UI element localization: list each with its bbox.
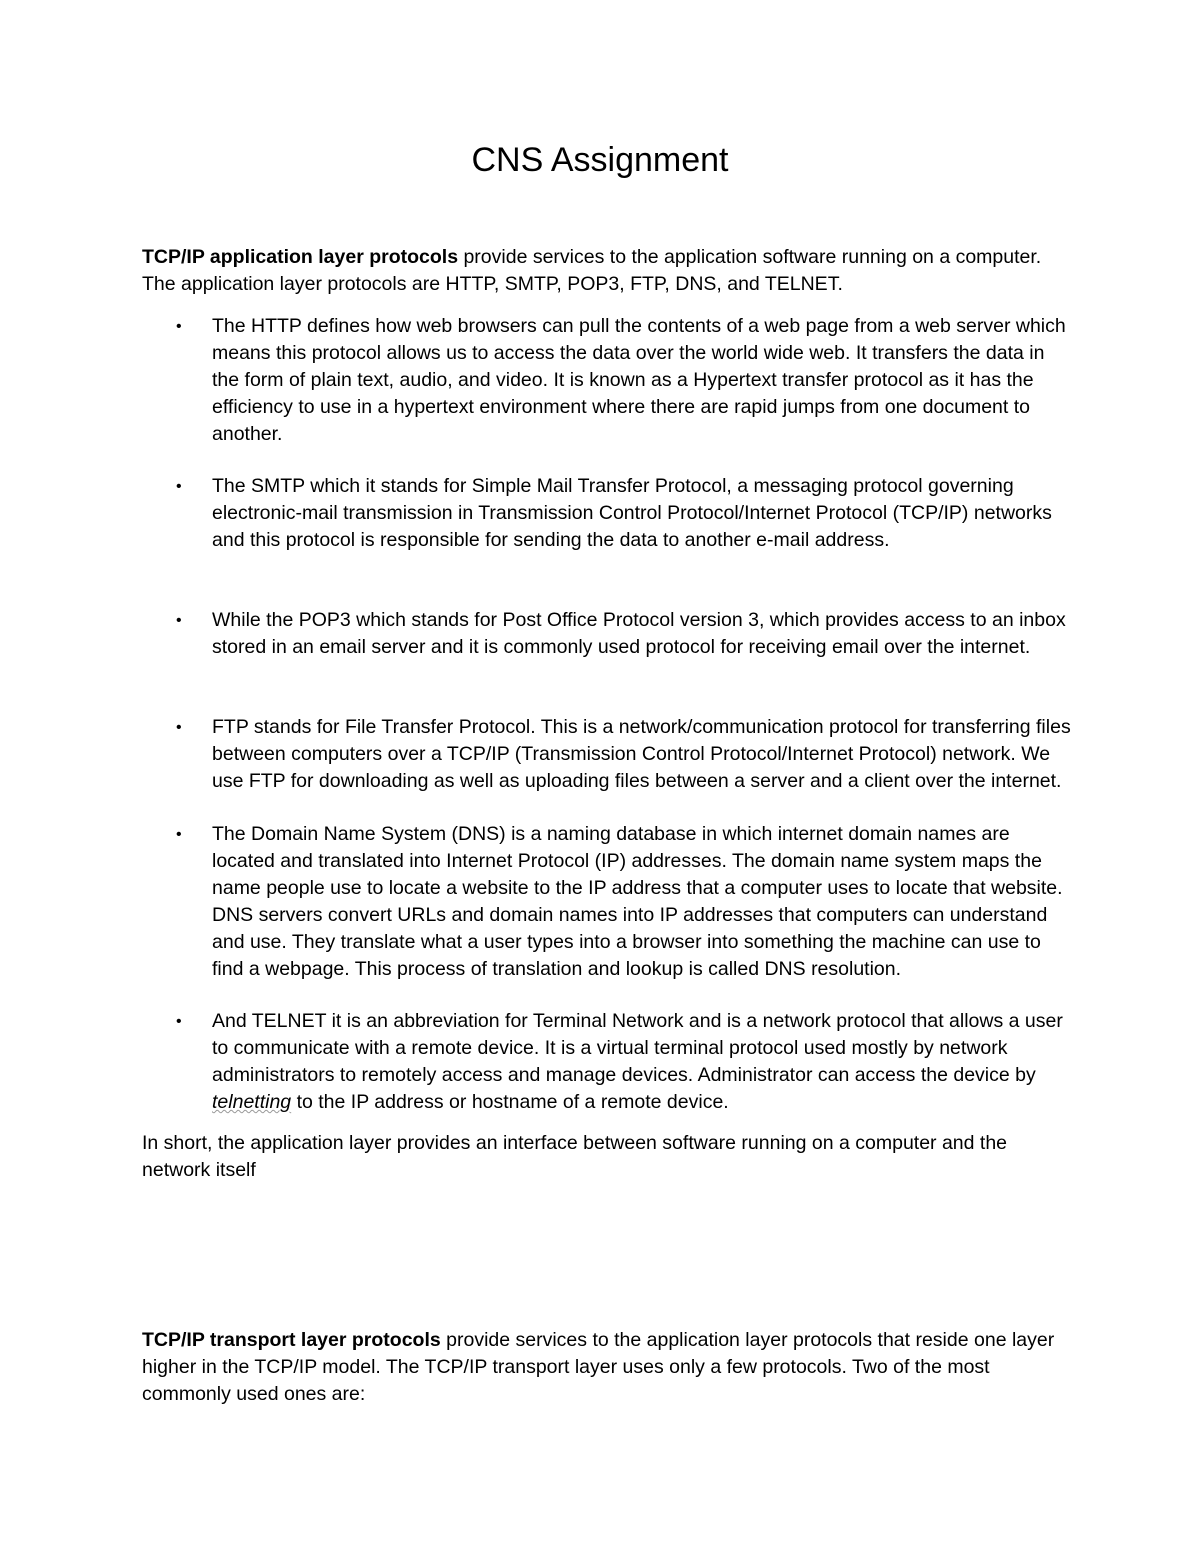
telnet-text-after: to the IP address or hostname of a remote device.	[291, 1091, 729, 1113]
list-item-text: The SMTP which it stands for Simple Mail Transfer Protocol, a messaging protocol governing electronic-mail transmission in Transmission Control Protocol/Internet Protocol (TCP/IP) networks and this protocol is responsible for sending the data to another e-mail address.	[212, 475, 1052, 551]
list-item-text: FTP stands for File Transfer Protocol. This is a network/communication protocol for transferring files between computers over a TCP/IP (Transmission Control Protocol/Internet Protocol) network. We use FTP for downloading as well as uploading files between a server and a client over the internet.	[212, 716, 1071, 792]
bullet-icon: •	[176, 719, 182, 736]
list-item-text	[212, 1008, 1072, 1116]
bullet-icon: •	[176, 1013, 182, 1030]
bullet-icon: •	[176, 318, 182, 335]
transport-bold-term: TCP/IP transport layer protocols	[142, 1329, 441, 1351]
telnet-text-before: And TELNET it is an abbreviation for Terminal Network and is a network protocol that allows a user to communicate with a remote device. It is a virtual terminal protocol used mostly by network administrators to remotely access and manage devices. Administrator can access the device by	[212, 1010, 1063, 1086]
transport-text: provide services to the application layer protocols that reside one layer higher in the TCP/IP model. The TCP/IP transport layer uses only a few protocols. Two of the most commonly used ones are:	[142, 1329, 1055, 1405]
intro-text: provide services to the application software running on a computer. The application layer protocols are HTTP, SMTP, POP3, FTP, DNS, and TELNET.	[142, 246, 1042, 295]
list-item-text: The HTTP defines how web browsers can pull the contents of a web page from a web server which means this protocol allows us to access the data over the world wide web. It transfers the data in the form of plain text, audio, and video. It is known as a Hypertext transfer protocol as it has the efficiency to use in a hypertext environment where there are rapid jumps from one document to another.	[212, 315, 1066, 445]
intro-paragraph	[142, 244, 1062, 298]
telnetting-word: telnetting	[212, 1091, 292, 1113]
bullet-icon: •	[176, 478, 182, 495]
list-item-text: The Domain Name System (DNS) is a naming database in which internet domain names are located and translated into Internet Protocol (IP) addresses. The domain name system maps the name people use to locate a website to the IP address that a computer uses to locate that website. DNS servers convert URLs and domain names into IP addresses that computers can understand and use. They translate what a user types into a browser into something the machine can use to find a webpage. This process of translation and lookup is called DNS resolution.	[212, 823, 1063, 980]
list-item-text: While the POP3 which stands for Post Office Protocol version 3, which provides access to an inbox stored in an email server and it is commonly used protocol for receiving email over the internet.	[212, 609, 1066, 658]
bullet-icon: •	[176, 612, 182, 629]
transport-paragraph	[142, 1327, 1062, 1408]
intro-bold-term: TCP/IP application layer protocols	[142, 246, 459, 268]
summary-paragraph: In short, the application layer provides an interface between software running on a computer and the network itself	[142, 1132, 1008, 1181]
bullet-icon: •	[176, 826, 182, 843]
document-title: CNS Assignment	[471, 141, 729, 179]
